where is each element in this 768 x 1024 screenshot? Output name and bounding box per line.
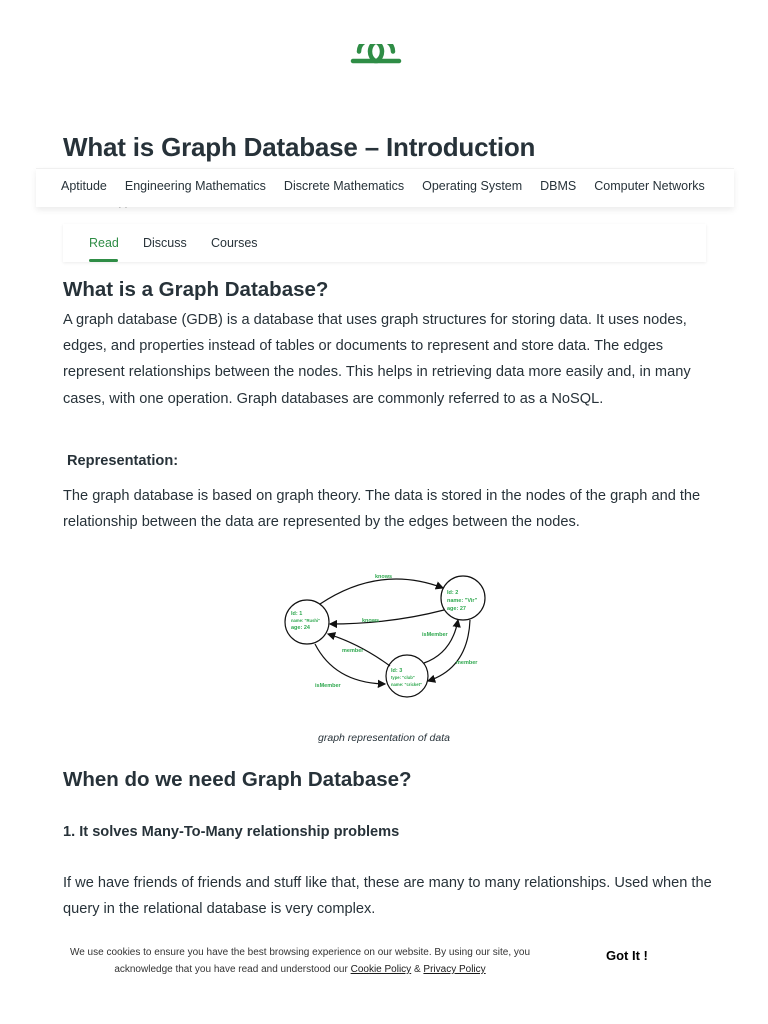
geeksforgeeks-logo-icon[interactable]	[348, 44, 404, 78]
privacy-policy-link[interactable]: Privacy Policy	[423, 964, 486, 975]
edge-label-member-left: member	[342, 648, 364, 654]
article-tabs	[63, 224, 706, 262]
node-1-label-line1: Id: 1	[291, 611, 303, 617]
edge-label-knows-middle: knows	[362, 618, 380, 624]
topic-item-aptitude[interactable]: Aptitude	[61, 179, 107, 193]
node-2-label-line2: name: "Vir"	[447, 598, 478, 604]
figure-caption: graph representation of data	[318, 732, 450, 744]
paragraph-many-to-many: If we have friends of friends and stuff like that, these are many to many relationships. Used when the query in the relational database is very complex.	[63, 875, 712, 918]
edge-knows-top	[320, 579, 443, 604]
cookie-message	[60, 944, 540, 978]
tab-read[interactable]: Read	[89, 236, 119, 250]
paragraph-representation: The graph database is based on graph theory. The data is stored in the nodes of the graph and the relationship between the data are represented by the edges between the nodes.	[63, 488, 701, 531]
node-3-label-line2: type: "club"	[391, 675, 415, 680]
edge-member-right	[428, 620, 470, 681]
topic-item-discrete-mathematics[interactable]: Discrete Mathematics	[283, 179, 405, 193]
node-2-label-line1: Id: 2	[447, 590, 459, 596]
heading-many-to-many: 1. It solves Many-To-Many relationship problems	[63, 824, 400, 840]
cookie-message-text: We use cookies to ensure you have the best browsing experience on our website. By using our site, you acknowledge that you have read and understood our	[69, 947, 531, 975]
edge-ismember-right	[424, 620, 458, 663]
got-it-button[interactable]: Got It !	[606, 948, 648, 963]
topic-item-operating-system[interactable]: Operating System	[422, 179, 523, 193]
node-2-label-line3: age: 27	[447, 606, 466, 612]
heading-representation: Representation:	[67, 453, 179, 469]
node-3-label-line1: Id: 3	[391, 668, 403, 674]
cookie-policy-link[interactable]: Cookie Policy	[350, 964, 412, 975]
topic-item-computer-networks[interactable]: Computer Networks	[594, 179, 705, 193]
tab-discuss[interactable]: Discuss	[143, 236, 187, 250]
graph-representation-diagram	[280, 568, 490, 698]
cookie-banner	[0, 930, 768, 990]
topic-item-dbms[interactable]: DBMS	[540, 179, 577, 193]
edge-label-ismember-right: isMember	[422, 632, 448, 638]
article-title: What is Graph Database – Introduction	[63, 132, 536, 162]
paragraph-what-is-graph-database: A graph database (GDB) is a database that uses graph structures for storing data. It uses nodes, edges, and properties instead of tables or documents to represent and store data. The edges represent relationships between the nodes. This helps in retrieving data more easily and, in many cases, with one operation. Graph databases are commonly referred to as a NoSQL.	[63, 312, 691, 407]
topic-nav-bar	[36, 168, 734, 207]
node-1-label-line3: age: 24	[291, 625, 310, 631]
edge-label-knows-top: knows	[375, 574, 393, 580]
active-tab-indicator	[89, 259, 118, 262]
edge-knows-middle	[330, 610, 444, 624]
edge-label-member-right: member	[456, 660, 478, 666]
heading-what-is-graph-database: What is a Graph Database?	[63, 278, 329, 301]
cookie-amp: &	[411, 964, 424, 975]
edge-label-ismember-left: isMember	[315, 683, 341, 689]
tab-courses[interactable]: Courses	[211, 236, 258, 250]
node-1-label-line2: name: "Rushi"	[291, 618, 321, 623]
topic-item-engineering-mathematics[interactable]: Engineering Mathematics	[124, 179, 266, 193]
heading-when-need-graph-database: When do we need Graph Database?	[63, 768, 412, 791]
node-3-label-line3: name: "cricket"	[391, 682, 422, 687]
